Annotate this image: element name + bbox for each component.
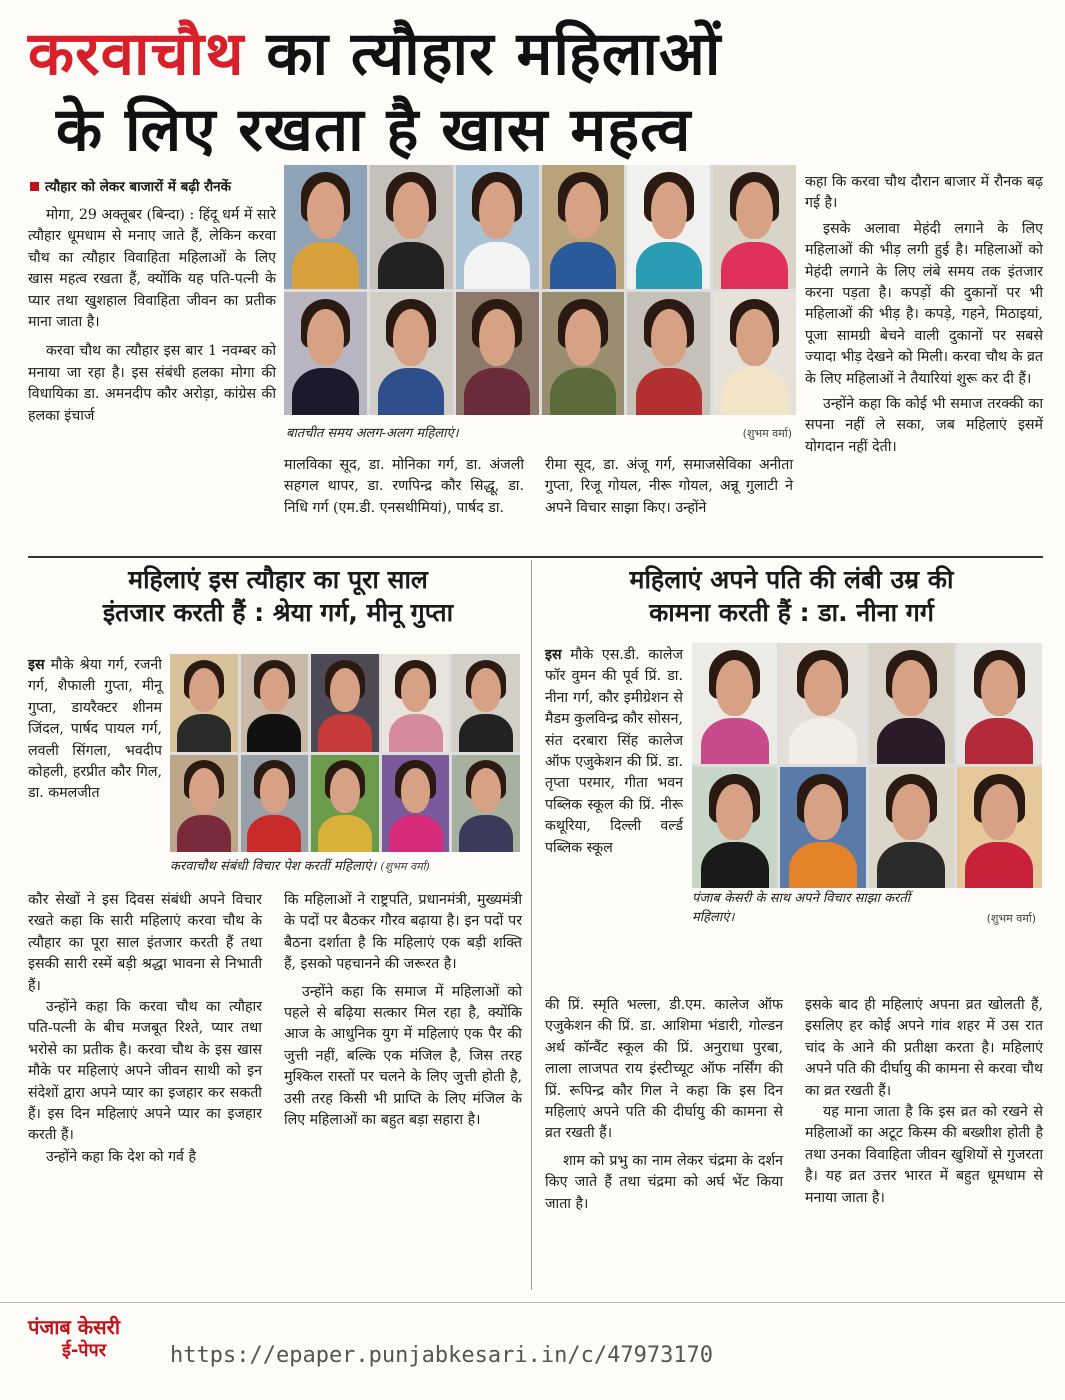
right-story-heading [540, 564, 1043, 629]
right-photo-collage [692, 643, 1042, 888]
footer-brand-line1: पंजाब केसरी [28, 1315, 121, 1339]
right-story-col-a [545, 995, 783, 1215]
left-lead-word: इस [28, 657, 45, 673]
portrait-photo [370, 165, 453, 289]
portrait-photo [713, 292, 796, 416]
portrait-photo [957, 643, 1042, 764]
right-heading-line2: कामना करती हैं : डा. नीना गर्ग [649, 597, 934, 627]
footer-url[interactable]: https://epaper.punjabkesari.in/c/47973170 [170, 1343, 714, 1368]
portrait-photo [284, 292, 367, 416]
left-caption-credit: (शुभम वर्मा) [380, 860, 430, 873]
portrait-photo [713, 165, 796, 289]
column-1 [28, 205, 276, 427]
top-photo-credit: (शुभम वर्मा) [742, 427, 792, 440]
column-3: रीमा सूद, डा. अंजू गर्ग, समाजसेविका अनीता गुप्ता, रिजू गोयल, नीरू गोयल, अन्नू गुलाटी ने अपने विचार साझा किए। उन्होंने [545, 457, 793, 516]
portrait-photo [869, 767, 954, 888]
left-col-a-p1: कौर सेखों ने इस दिवस संबंधी अपने विचार रखते कहा कि सारी महिलाएं करवा चौथ के त्यौहार का पूरा साल इंतजार करती हैं तथा इसकी सारी रस्में बड़ी श्रद्धा भावना से निभाती हैं। [28, 892, 262, 994]
portrait-photo [382, 755, 450, 853]
col4-p3: उन्होंने कहा कि कोई भी समाज तरक्की का सपना नहीं ले सका, जब महिलाएं इसमें योगदान नहीं देती। [805, 396, 1043, 455]
col1-p1: मोगा, 29 अक्तूबर (बिन्दा) : हिंदू धर्म में सारे त्यौहार धूमधाम से मनाए जाते हैं, लेकिन करवा चौथ का त्यौहार विवाहिता महिलाओं के लिए खास महत्व रखता हैं, क्योंकि यह पति-पत्नी के प्यार तथा खुशहाल विवाहिता जीवन का प्रतीक माना जाता है। [28, 207, 276, 331]
column-2: मालविका सूद, डा. मोनिका गर्ग, डा. अंजली सहगल थापर, डा. रणपिन्द्र कौर सिद्धू, डा. निधि गर्ग (एम.डी. एनसथीमियां), पार्षद डा. [284, 457, 524, 516]
right-col-a-p2: शाम को प्रभु का नाम लेकर चंद्रमा के दर्शन किए जाते हैं तथा चंद्रमा को अर्घ भेंट किया जाता है। [545, 1152, 783, 1212]
left-col-b-p2: उन्होंने कहा कि समाज में महिलाओं को पहले से बढ़िया सत्कार मिल रहा है, क्योंकि आज के आधुनिक युग में महिलाएं एक पैर की जुत्ती नहीं, बल्कि एक मंजिल है, जिस तरह मुश्किल रास्तों पर चलने के लिए जुत्ती होती है, उसी तरह किसी भी प्राप्ति के लिए मंजिल के लिए महिलाओं का बहुत बड़ा सहारा है। [284, 983, 522, 1129]
top-photo-block [284, 165, 796, 450]
left-col-b-p1: कि महिलाओं ने राष्ट्रपति, प्रधानमंत्री, मुख्यमंत्री के पदों पर बैठकर गौरव बढ़ाया है। इन पदों पर बैठना दर्शाता है कि महिलाएं एक बड़ी शक्ति हैं, इसको पहचानने की जरूरत है। [284, 892, 522, 973]
portrait-photo [284, 165, 367, 289]
footer-brand [28, 1315, 120, 1363]
footer-brand-line2: ई-पेपर [62, 1340, 107, 1361]
portrait-photo [170, 755, 238, 853]
left-story-col-b [284, 890, 522, 1131]
left-story-intro [28, 655, 162, 805]
left-col-a-p3: उन्होंने कहा कि देश को गर्व है [46, 1148, 196, 1165]
tagline [30, 177, 231, 195]
portrait-photo [370, 292, 453, 416]
story-divider [531, 560, 532, 1290]
left-heading-line2: इंतजार करती हैं : श्रेया गर्ग, मीनू गुप्ता [102, 597, 454, 627]
headline-red-word: करवाचौथ [28, 19, 245, 89]
portrait-photo [311, 654, 379, 752]
right-story-intro [545, 645, 683, 859]
right-lead-word: इस [545, 647, 562, 663]
portrait-photo [170, 654, 238, 752]
column-4 [805, 172, 1043, 458]
footer-rule [0, 1302, 1065, 1303]
section-divider [28, 556, 1043, 558]
portrait-photo [452, 654, 520, 752]
portrait-photo [780, 643, 865, 764]
left-caption-text: करवाचौथ संबंधी विचार पेश करतीं महिलाएं। [170, 859, 377, 874]
col1-p2: करवा चौथ का त्यौहार इस बार 1 नवम्बर को मनाया जा रहा है। इस संबंधी हलका मोगा की विधायिका डा. अमनदीप कौर अरोड़ा, कांग्रेस की हलका इंचार्ज [28, 343, 276, 424]
left-story-heading [28, 564, 528, 629]
right-heading-line1: महिलाएं अपने पति की लंबी उम्र की [629, 565, 954, 594]
top-photo-collage [284, 165, 796, 415]
right-col-b-p1: इसके बाद ही महिलाएं अपना व्रत खोलती हैं, इसलिए हर कोई अपने गांव शहर में उस रात चांद के आने की प्रतीक्षा करता है। महिलाएं अपने पति की दीर्घायु की कामना से करवा चौथ का व्रत रखती हैं। [805, 997, 1043, 1099]
left-photo-caption [170, 856, 430, 874]
left-photo-block [170, 654, 520, 884]
top-photo-caption: बातचीत समय अलग-अलग महिलाएं। [286, 426, 459, 441]
right-photo-caption: पंजाब केसरी के साथ अपने विचार साझा करतीं महिलाएं। [692, 891, 911, 925]
left-intro-text: मौके श्रेया गर्ग, रजनी गर्ग, शैफाली गुप्ता, मीनू गुप्ता, डायरैक्टर शीनम जिंदल, पार्षद पायल गर्ग, लवली सिंगला, भवदीप कोहली, हरप्रीत कौर गिल, डा. कमलजीत [28, 657, 162, 802]
bullet-square-icon [30, 182, 39, 191]
portrait-photo [692, 643, 777, 764]
col4-p2: इसके अलावा मेहंदी लगाने के लिए महिलाओं की भीड़ लगी हुई है। महिलाओं को मेहंदी लगाने के लिए लंबे समय तक इंतजार करना पड़ता है। कपड़ों की दुकानों पर भी महिलाओं की भीड़ है। कपड़े, गहने, मिठाइयां, पूजा सामग्री बेचने वाली दुकानों पर सबसे ज्यादा भीड़ देखने को मिली। करवा चौथ के व्रत के लिए महिलाओं ने तैयारियां शुरू कर दी हैं। [805, 220, 1043, 387]
headline-line1-rest: का त्यौहार महिलाओं [266, 19, 722, 89]
portrait-photo [382, 654, 450, 752]
portrait-photo [627, 292, 710, 416]
portrait-photo [311, 755, 379, 853]
left-heading-line1: महिलाएं इस त्यौहार का पूरा साल [128, 565, 428, 594]
headline-line1 [28, 19, 722, 89]
portrait-photo [542, 292, 625, 416]
portrait-photo [241, 755, 309, 853]
portrait-photo [452, 755, 520, 853]
right-col-a-p1: की प्रिं. स्मृति भल्ला, डी.एम. कालेज ऑफ एजुकेशन की प्रिं. डा. आशिमा भंडारी, गोल्डन अर्थ कॉन्वैंट स्कूल की प्रिं. अनुराधा पुरबा, लाला लाजपत राय इंस्टीच्यूट ऑफ नर्सिंग की प्रिं. रूपिन्द्र कौर गिल ने कहा कि इस दिन महिलाएं अपने पति की दीर्घायु की कामना से व्रत रखती हैं। [545, 997, 783, 1142]
portrait-photo [542, 165, 625, 289]
left-photo-collage [170, 654, 520, 852]
portrait-photo [627, 165, 710, 289]
right-photo-block [692, 643, 1042, 928]
right-intro-text: मौके एस.डी. कालेज फॉर वुमन की पूर्व प्रिं. डा. नीना गर्ग, कौर इमीग्रेशन से मैडम कुलविन्द्र कौर सोसन, संत दरबारा सिंह कालेज ऑफ एजुकेशन की प्रिं. डा. तृप्ता परमार, गीता भवन पब्लिक स्कूल की प्रिं. नीरू कथूरिया, दिल्ली वर्ल्ड पब्लिक स्कूल [545, 647, 684, 856]
left-col-a-p2: उन्होंने कहा कि करवा चौथ का त्यौहार पति-पत्नी के बीच मजबूत रिश्ते, प्यार तथा भरोसे का प्रतीक है। करवा चौथ के इस खास मौके पर महिलाएं अपने जीवन साथी को इन संदेशों द्वारा अपने प्यार का इजहार कर सकती हैं। इस दिन महिलाएं अपने प्यार का इजहार करती हैं। [28, 999, 262, 1144]
col4-p1: कहा कि करवा चौथ दौरान बाजार में रौनक बढ़ गई है। [805, 174, 1043, 212]
left-story-col-a [28, 890, 262, 1168]
portrait-photo [869, 643, 954, 764]
portrait-photo [241, 654, 309, 752]
right-col-b-p2: यह माना जाता है कि इस व्रत को रखने से महिलाओं का अटूट किस्म की बख्शीश होती है तथा उनका विवाहिता जीवन खुशियों से गुजरता है। यह व्रत उत्तर भारत में बहुत धूमधाम से मनाया जाता है। [805, 1104, 1043, 1206]
portrait-photo [456, 165, 539, 289]
right-story-col-b [805, 995, 1043, 1209]
headline-line2: के लिए रखता है खास महत्व [56, 95, 692, 165]
portrait-photo [456, 292, 539, 416]
portrait-photo [957, 767, 1042, 888]
portrait-photo [780, 767, 865, 888]
right-photo-credit: (शुभम वर्मा) [986, 912, 1036, 925]
portrait-photo [692, 767, 777, 888]
tagline-text: त्यौहार को लेकर बाजारों में बढ़ी रौनकें [45, 179, 232, 195]
